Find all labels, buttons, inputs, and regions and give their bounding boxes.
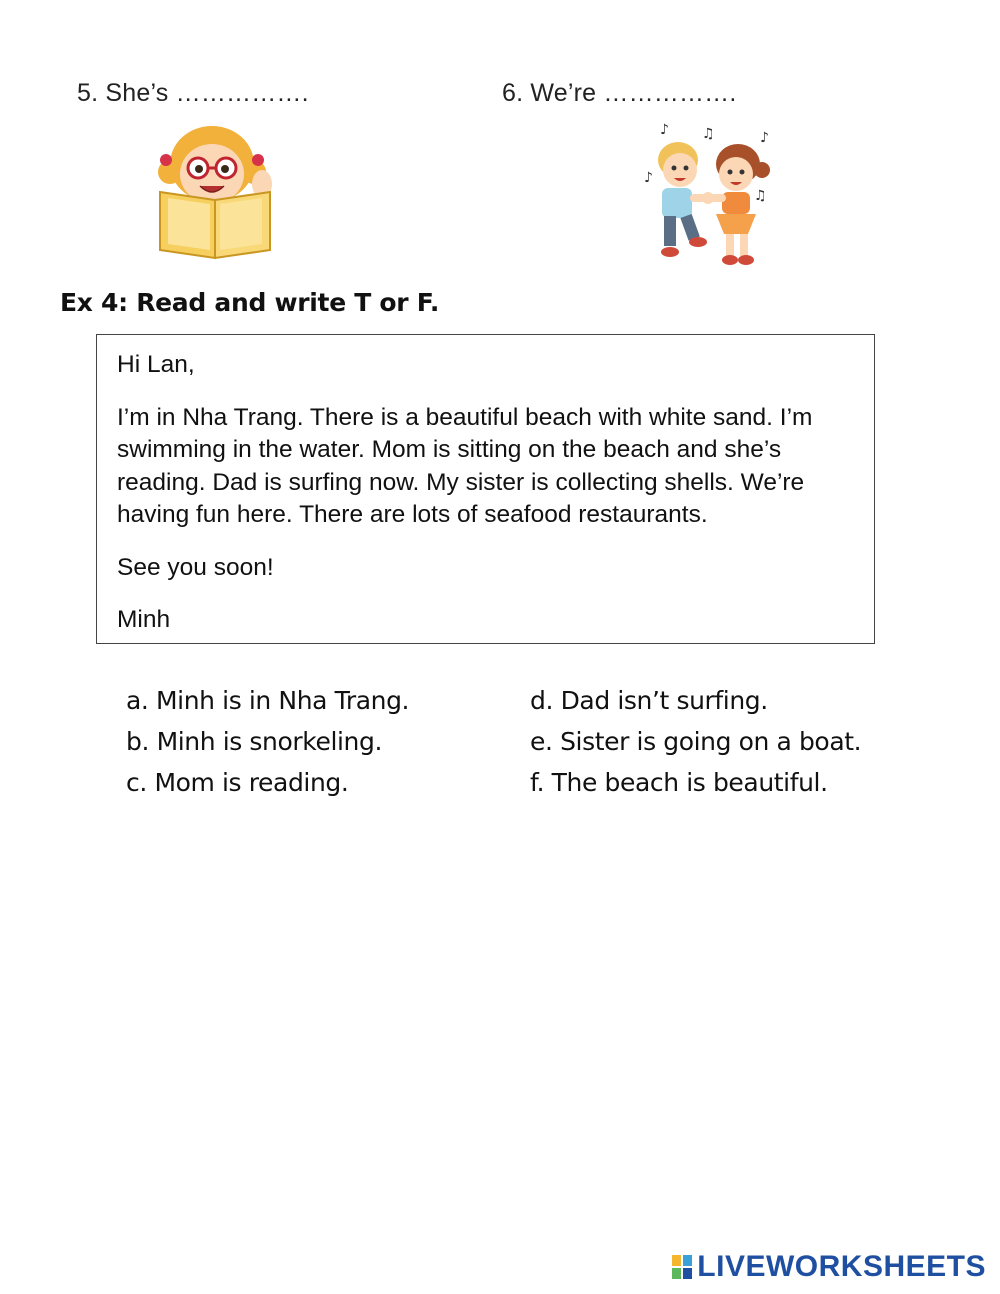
question-6: 6. We’re ……………. — [502, 79, 737, 107]
girl-reading-book-icon — [150, 122, 285, 262]
letter-box — [96, 334, 875, 644]
letter-signature: Minh — [117, 606, 171, 633]
brand-name: LIVEWORKSHEETS — [697, 1250, 986, 1283]
exercise-title: Ex 4: Read and write T or F. — [60, 288, 440, 317]
letter-body: I’m in Nha Trang. There is a beautiful beach with white sand. I’m swimming in the water. Mom is sitting on the beach and she’s reading. Dad is surfing now. My sister is collecting shells. We’re having fun here. There are lots of seafood restaurants. — [117, 403, 813, 528]
liveworksheets-logo — [671, 1250, 986, 1284]
liveworksheets-logo-icon — [671, 1254, 693, 1280]
statement-d: d. Dad isn’t surfing. — [530, 686, 768, 715]
children-dancing-icon — [640, 122, 790, 270]
statement-e: e. Sister is going on a boat. — [530, 727, 862, 756]
svg-text:♪: ♪ — [760, 130, 769, 146]
svg-text:♫: ♫ — [702, 126, 715, 142]
letter-closing: See you soon! — [117, 553, 274, 581]
statement-a: a. Minh is in Nha Trang. — [126, 686, 410, 715]
svg-text:♪: ♪ — [660, 122, 669, 138]
svg-text:♫: ♫ — [754, 188, 767, 204]
statement-f: f. The beach is beautiful. — [530, 768, 828, 797]
statement-c: c. Mom is reading. — [126, 768, 349, 797]
statement-b: b. Minh is snorkeling. — [126, 727, 382, 756]
letter-greeting: Hi Lan, — [117, 351, 195, 378]
question-5: 5. She’s ……………. — [77, 79, 309, 107]
svg-text:♪: ♪ — [644, 170, 653, 186]
